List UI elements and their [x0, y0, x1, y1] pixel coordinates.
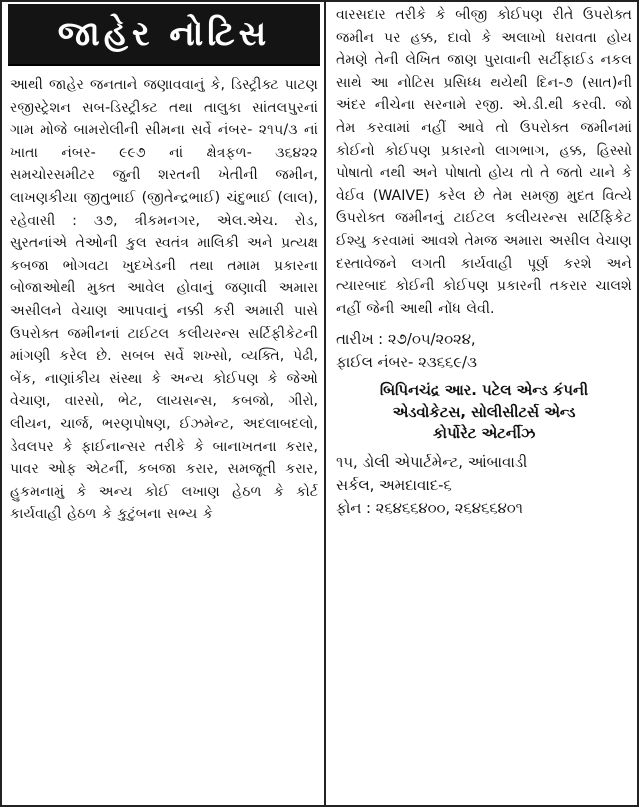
notice-title: જાહેર નોટિસ — [8, 4, 320, 66]
firm-line-2: એડવોકેટસ, સોલીસીટર્સ એન્ડ — [392, 403, 576, 421]
notice-body-right: વારસદાર તરીકે કે બીજી કોઈપણ રીતે ઉપરોક્ત જમીન પર હક્ક, દાવો કે અલાખો ધરાવતા હોય તેમણે તેની લેખિત જાણ પુરાવાની સર્ટીફાઈડ નકલ સાથે આ નોટિસ પ્રસિધ્ધ થયેથી દિન-૭ (સાત)ની અંદર નીચેના સરનામે રજી. એ.ડી.થી કરવી. જો તેમ કરવામાં નહીં આવે તો ઉપરોક્ત જમીનમાં કોઈનો કોઈપણ પ્રકારનો લાગભાગ, હક્ક, હિસ્સો પોષાતો નથી અને પોષાતો હોય તો તે જતો યાને કે વેઈવ (WAIVE) કરેલ છે તેમ સમજી મુદત વિત્યે ઉપરોક્ત જમીનનું ટાઈટલ કલીયરન્સ સર્ટિફિકેટ ઈશ્યુ કરવામાં આવશે તેમજ અમારા અસીલ વેચાણ દસ્તાવેજને લગતી કાર્યવાહી પૂર્ણ કરશે અને ત્યારબાદ કોઈની કોઈપણ પ્રકારની તકરાર ચાલશે નહીં જેની આથી નોંધ લેવી. — [336, 7, 632, 317]
spacer — [334, 320, 634, 328]
file-number: ફાઈલ નંબર- ૨૩૬૬૯/૩ — [336, 354, 477, 372]
notice-date: તારીખ : ૨૭/૦૫/૨૦૨૪, — [336, 331, 476, 349]
phone-numbers: ફોન : ૨૬૪૬૬૪૦૦, ૨૬૪૬૬૪૦૧ — [336, 499, 523, 517]
firm-line-3: કોર્પોરેટ એટર્નીઝ — [432, 425, 536, 443]
notice-right-column — [334, 4, 634, 804]
firm-name — [334, 380, 634, 445]
notice-left-column — [8, 4, 320, 804]
column-divider — [324, 2, 326, 805]
firm-address — [334, 451, 634, 520]
address-line-1: ૧૫, ડોલી એપાર્ટમેન્ટ, આંબાવાડી — [336, 453, 528, 471]
notice-body-left: આથી જાહેર જનતાને જણાવવાનું કે, ડિસ્ટ્રીક્ટ પાટણ રજીસ્ટ્રેશન સબ-ડિસ્ટ્રીક્ટ તથા તાલુકા સાંતલપુરનાં ગામ મોજે બામરોલીની સીમના સર્વે નંબર- ૨૧૫/૩ નાં ખાતા નંબર- ૯૯૭ નાં ક્ષેત્રફળ- ૩૬૪૨૨ સમચોરસમીટર જુની શરતની ખેતીની જમીન, લાખણકીયા જીતુભાઈ (જીતેન્દ્રભાઈ) ચંદુભાઈ (લાલ), રહેવાસી : ૩૭, ત્રીકમનગર, એલ.એચ. રોડ, સુરતનાંએ તેઓની કુલ સ્વતંત્ર માલિકી અને પ્રત્યક્ષ કબજા ભોગવટા ખુદખેડની તથા તમામ પ્રકારના બોજાઓથી મુક્ત આવેલ હોવાનું જણાવી અમારા અસીલને વેચાણ આપવાનું નક્કી કરી અમારી પાસે ઉપરોક્ત જમીનનાં ટાઈટલ કલીયરન્સ સર્ટિફીકેટની માંગણી કરેલ છે. સબબ સર્વે શખ્સો, વ્યક્તિ, પેઢી, બેંક, નાણાંકીય સંસ્થા કે અન્ય કોઈપણ કે જેઓ વેચાણ, વારસો, ભેટ, લાયસન્સ, કબજો, ગીરો, લીયન, ચાર્જ, ભરણપોષણ, ઈઝમેન્ટ, અદલાબદલો, ડેવલપર કે ફાઈનાન્સર તરીકે કે બાનાખતના કરાર, પાવર ઓફ એટર્ની, કબજા કરાર, સમજૂતી કરાર, હુકમનામું કે અન્ય કોઈ લખાણ હેઠળ કે કોર્ટ કાર્યવાહી હેઠળ કે કુટુંબના સભ્ય કે — [10, 77, 318, 523]
address-line-2: સર્કલ, અમદાવાદ-૬ — [336, 476, 452, 494]
firm-line-1: બિપિનચંદ્ર આર. પટેલ એન્ડ કંપની — [379, 382, 589, 400]
